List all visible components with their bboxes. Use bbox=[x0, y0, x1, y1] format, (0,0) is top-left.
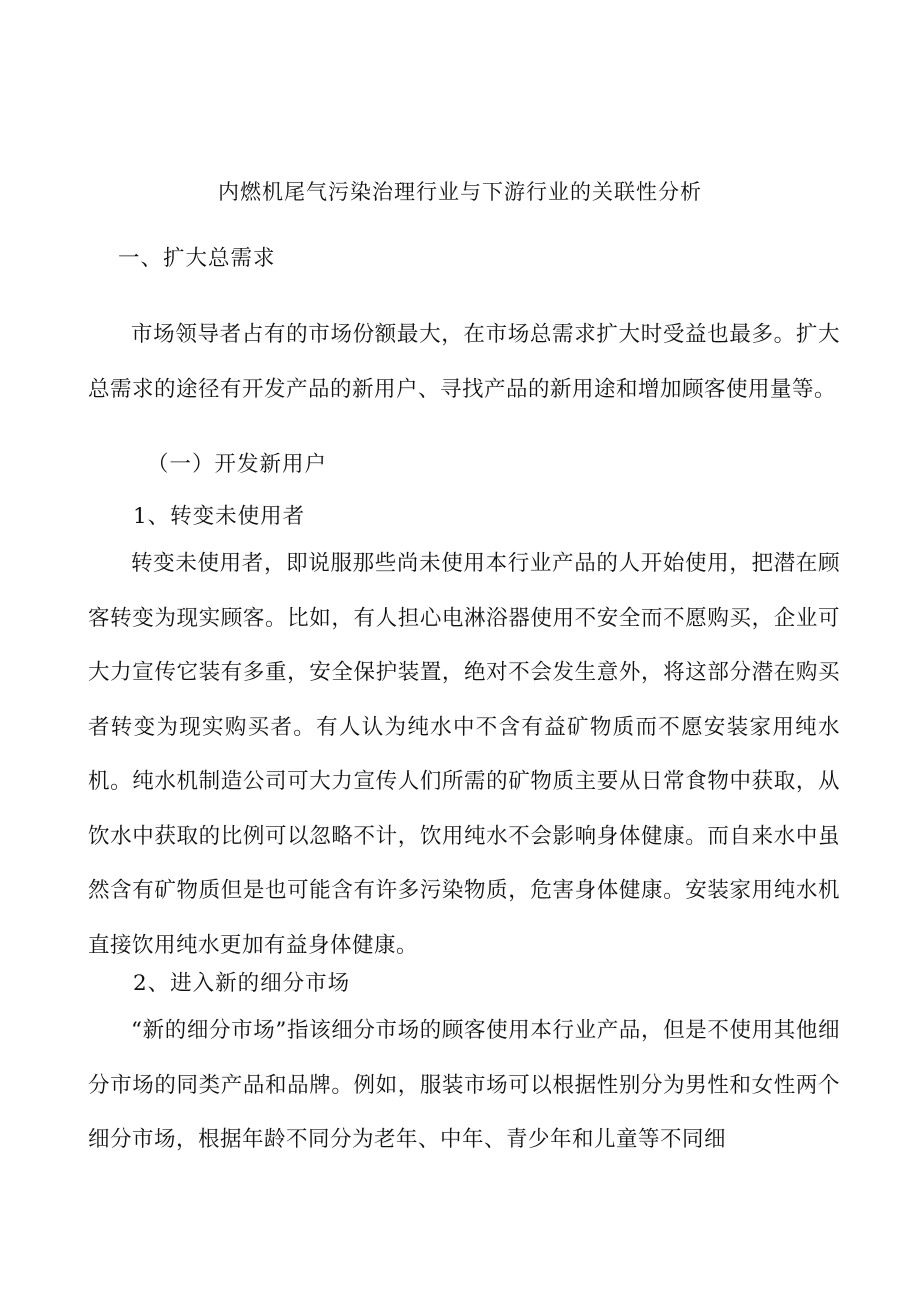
subsection-heading-new-users: （一）开发新用户 bbox=[147, 452, 328, 477]
document-title: 内燃机尾气污染治理行业与下游行业的关联性分析 bbox=[218, 180, 702, 204]
item-heading-convert-nonusers: 1、转变未使用者 bbox=[133, 504, 306, 529]
section-heading-expand-demand: 一、扩大总需求 bbox=[118, 246, 276, 271]
item-heading-new-segments: 2、进入新的细分市场 bbox=[133, 971, 351, 996]
paragraph-convert-nonusers: 转变未使用者，即说服那些尚未使用本行业产品的人开始使用，把潜在顾客转变为现实顾客。比如，有人担心电淋浴器使用不安全而不愿购买，企业可大力宣传它装有多重，安全保护装置，绝对不会发生意外，将这部分潜在购买者转变为现实购买者。有人认为纯水中不含有益矿物质而不愿安装家用纯水机。纯水机制造公司可大力宣传人们所需的矿物质主要从日常食物中获取，从饮水中获取的比例可以忽略不计，饮用纯水不会影响身体健康。而自来水中虽然含有矿物质但是也可能含有许多污染物质，危害身体健康。安装家用纯水机直接饮用纯水更加有益身体健康。 bbox=[88, 551, 840, 958]
paragraph-expand-demand: 市场领导者占有的市场份额最大，在市场总需求扩大时受益也最多。扩大总需求的途径有开发产品的新用户、寻找产品的新用途和增加顾客使用量等。 bbox=[88, 322, 840, 402]
paragraph-new-segments: “新的细分市场”指该细分市场的顾客使用本行业产品，但是不使用其他细分市场的同类产品和品牌。例如，服装市场可以根据性别分为男性和女性两个细分市场，根据年龄不同分为老年、中年、青少年和儿童等不同细 bbox=[88, 1018, 840, 1152]
